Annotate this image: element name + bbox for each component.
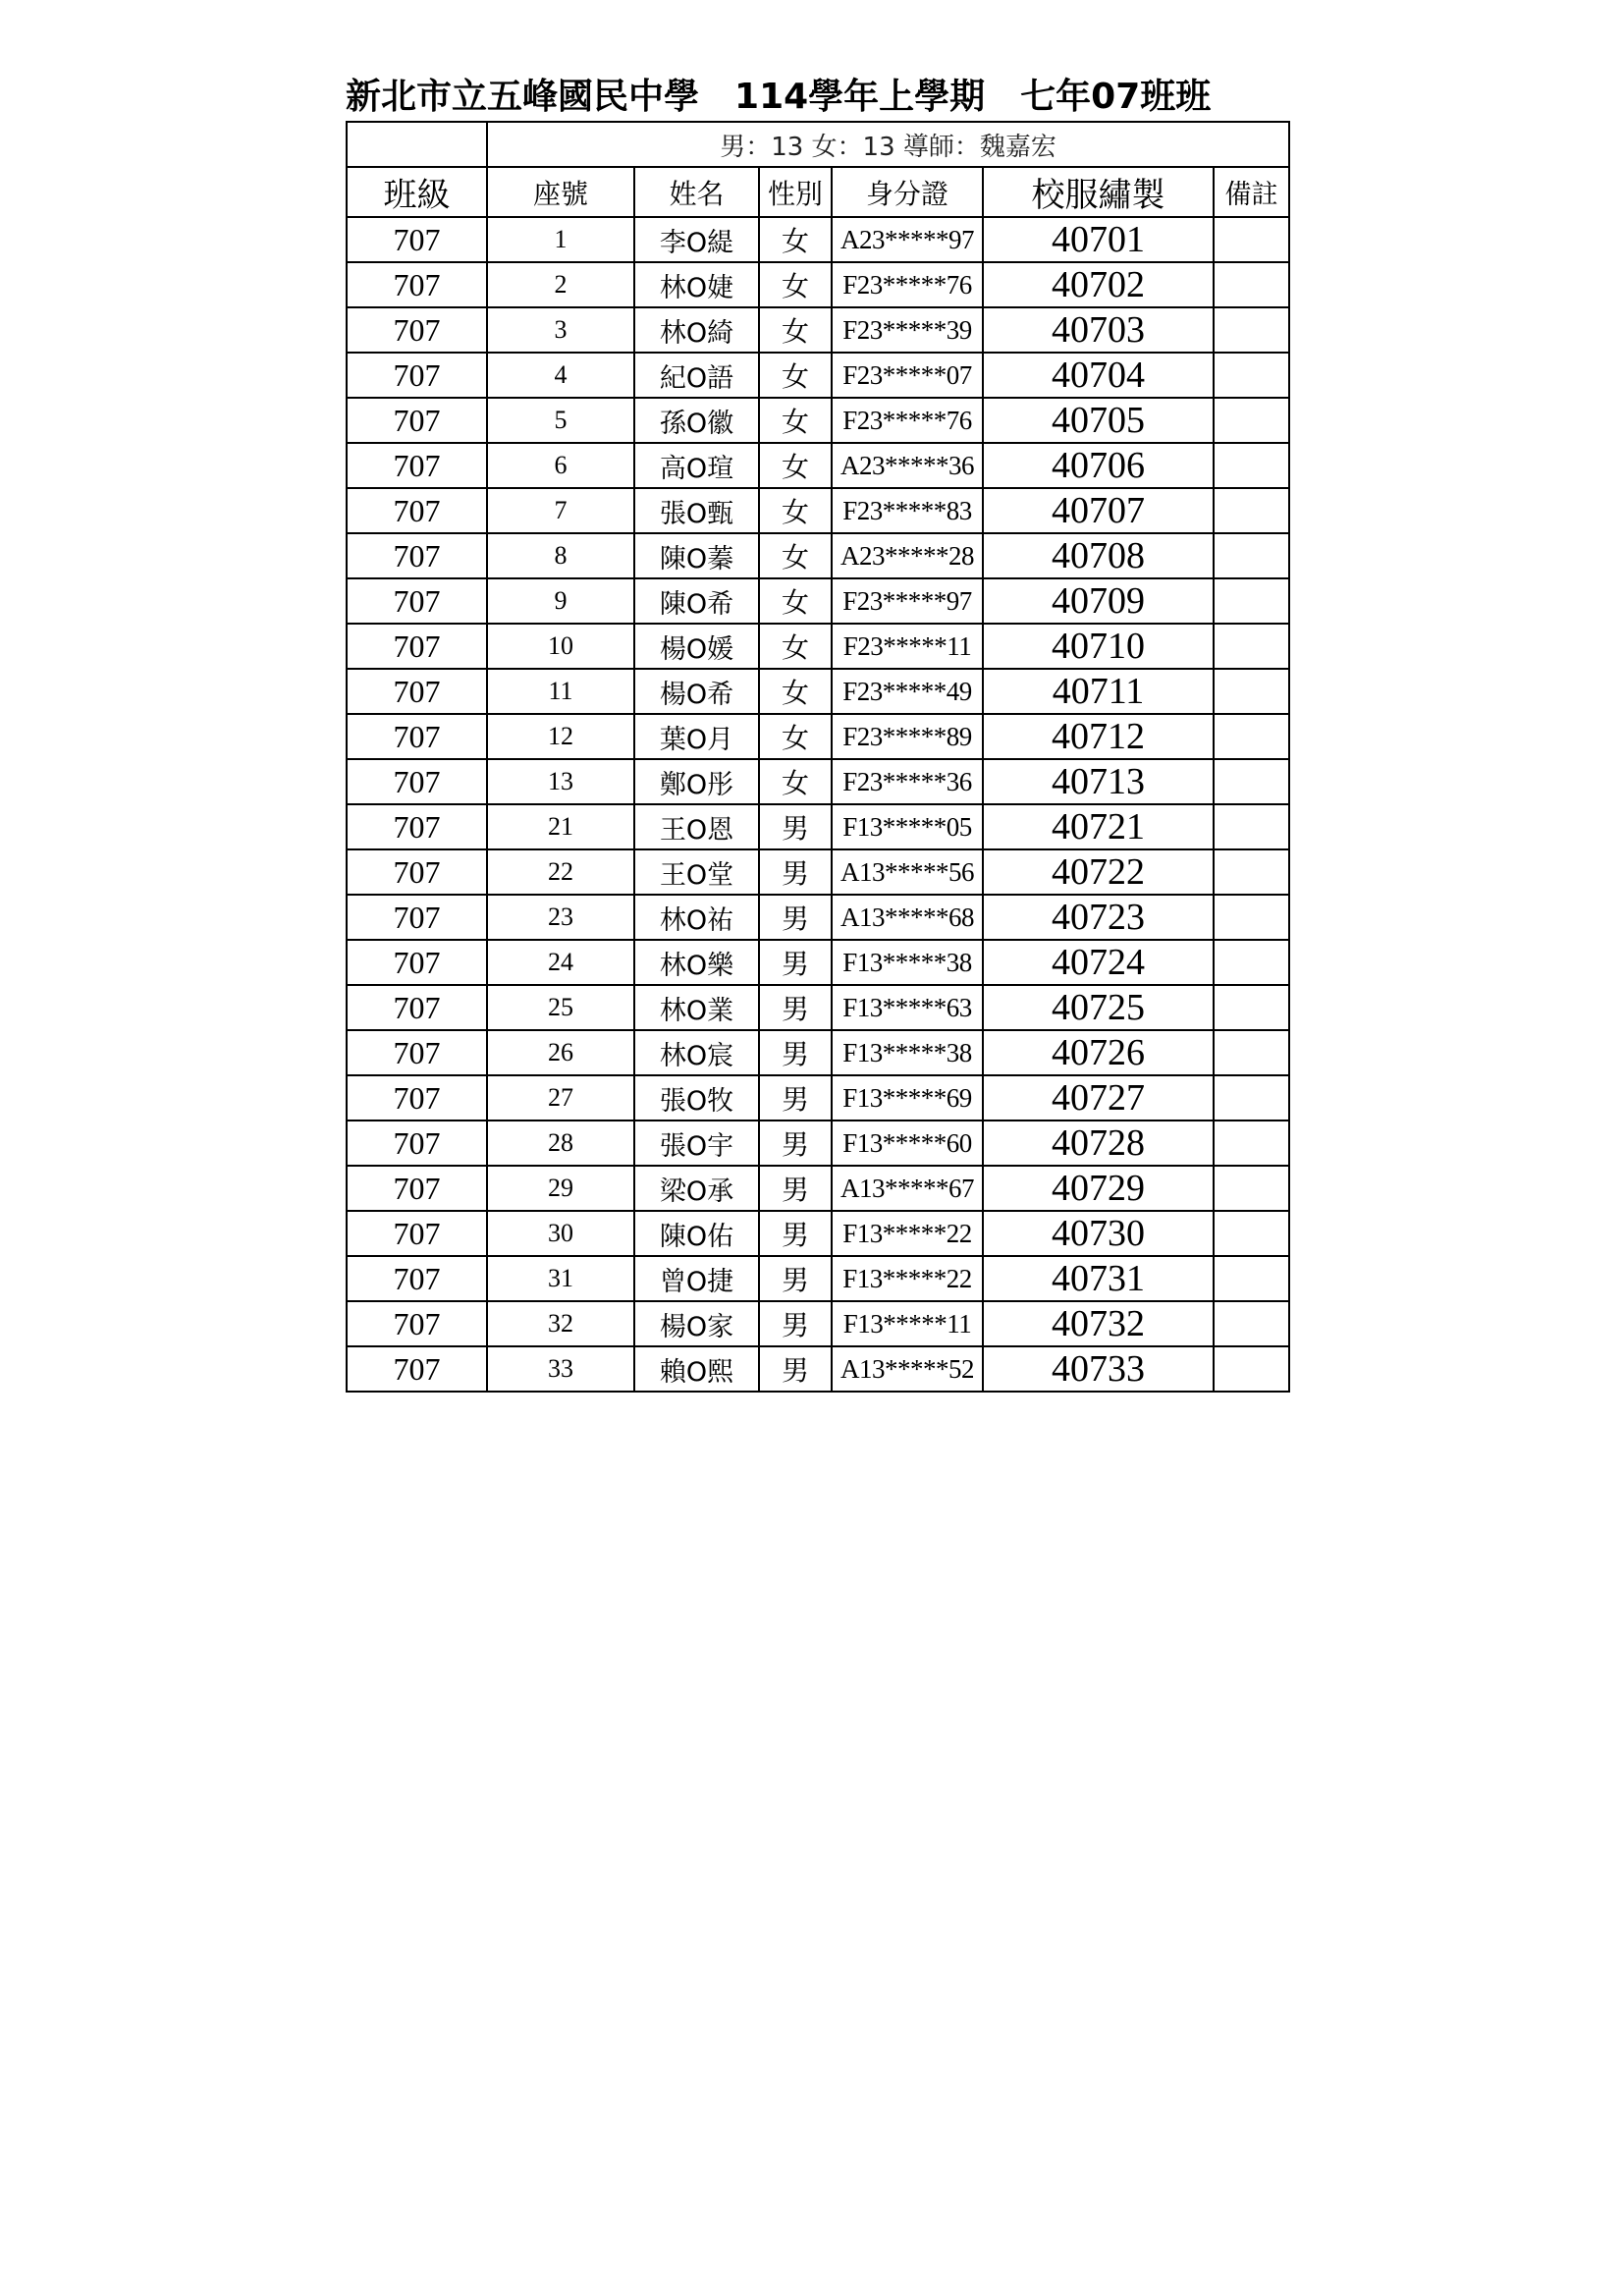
table-row <box>347 217 1289 262</box>
cell-note <box>1214 1075 1289 1121</box>
cell-class: 707 <box>347 759 487 804</box>
cell-note <box>1214 262 1289 307</box>
cell-gender: 男 <box>759 985 832 1030</box>
table-row <box>347 1075 1289 1121</box>
cell-note <box>1214 624 1289 669</box>
cell-name: 高O瑄 <box>634 443 759 488</box>
cell-embroidery: 40703 <box>983 307 1214 353</box>
table-row <box>347 398 1289 443</box>
cell-embroidery: 40730 <box>983 1211 1214 1256</box>
cell-embroidery: 40712 <box>983 714 1214 759</box>
cell-name: 林O婕 <box>634 262 759 307</box>
cell-gender: 女 <box>759 307 832 353</box>
table-row <box>347 533 1289 578</box>
table-row <box>347 488 1289 533</box>
cell-gender: 女 <box>759 669 832 714</box>
table-row <box>347 443 1289 488</box>
cell-note <box>1214 714 1289 759</box>
cell-seat: 1 <box>487 217 634 262</box>
table-row <box>347 1256 1289 1301</box>
cell-embroidery: 40701 <box>983 217 1214 262</box>
header-row <box>347 167 1289 217</box>
cell-name: 林O樂 <box>634 940 759 985</box>
cell-gender: 男 <box>759 1030 832 1075</box>
cell-name: 賴O熙 <box>634 1346 759 1392</box>
cell-embroidery: 40724 <box>983 940 1214 985</box>
cell-class: 707 <box>347 714 487 759</box>
cell-embroidery: 40729 <box>983 1166 1214 1211</box>
cell-seat: 31 <box>487 1256 634 1301</box>
cell-seat: 9 <box>487 578 634 624</box>
cell-gender: 男 <box>759 895 832 940</box>
cell-note <box>1214 895 1289 940</box>
cell-gender: 女 <box>759 759 832 804</box>
cell-id: F13*****63 <box>832 985 983 1030</box>
cell-id: F13*****05 <box>832 804 983 849</box>
cell-seat: 12 <box>487 714 634 759</box>
cell-class: 707 <box>347 940 487 985</box>
cell-embroidery: 40704 <box>983 353 1214 398</box>
cell-name: 楊O希 <box>634 669 759 714</box>
cell-embroidery: 40733 <box>983 1346 1214 1392</box>
cell-name: 梁O承 <box>634 1166 759 1211</box>
cell-id: F13*****38 <box>832 1030 983 1075</box>
cell-class: 707 <box>347 804 487 849</box>
cell-embroidery: 40725 <box>983 985 1214 1030</box>
cell-id: F13*****22 <box>832 1211 983 1256</box>
cell-id: F23*****76 <box>832 398 983 443</box>
cell-class: 707 <box>347 443 487 488</box>
cell-id: F23*****11 <box>832 624 983 669</box>
cell-class: 707 <box>347 849 487 895</box>
cell-id: A13*****56 <box>832 849 983 895</box>
cell-embroidery: 40706 <box>983 443 1214 488</box>
table-row <box>347 1211 1289 1256</box>
cell-name: 林O綺 <box>634 307 759 353</box>
cell-class: 707 <box>347 985 487 1030</box>
cell-name: 曾O捷 <box>634 1256 759 1301</box>
cell-seat: 26 <box>487 1030 634 1075</box>
cell-name: 王O恩 <box>634 804 759 849</box>
cell-id: F13*****69 <box>832 1075 983 1121</box>
cell-seat: 30 <box>487 1211 634 1256</box>
cell-name: 孫O徽 <box>634 398 759 443</box>
cell-embroidery: 40705 <box>983 398 1214 443</box>
cell-id: F13*****11 <box>832 1301 983 1346</box>
table-row <box>347 669 1289 714</box>
cell-id: F23*****07 <box>832 353 983 398</box>
summary-blank-cell <box>347 122 487 167</box>
cell-embroidery: 40731 <box>983 1256 1214 1301</box>
cell-seat: 21 <box>487 804 634 849</box>
cell-note <box>1214 307 1289 353</box>
table-row <box>347 353 1289 398</box>
cell-seat: 24 <box>487 940 634 985</box>
cell-seat: 8 <box>487 533 634 578</box>
school-name: 新北市立五峰國民中學 <box>346 77 700 117</box>
cell-gender: 男 <box>759 940 832 985</box>
cell-id: F13*****22 <box>832 1256 983 1301</box>
cell-gender: 男 <box>759 1256 832 1301</box>
header-name: 姓名 <box>634 167 759 217</box>
cell-embroidery: 40732 <box>983 1301 1214 1346</box>
cell-gender: 女 <box>759 533 832 578</box>
cell-class: 707 <box>347 1346 487 1392</box>
cell-note <box>1214 1256 1289 1301</box>
cell-class: 707 <box>347 262 487 307</box>
cell-note <box>1214 1030 1289 1075</box>
table-row <box>347 985 1289 1030</box>
cell-gender: 男 <box>759 804 832 849</box>
cell-id: A13*****52 <box>832 1346 983 1392</box>
cell-embroidery: 40702 <box>983 262 1214 307</box>
cell-name: 楊O家 <box>634 1301 759 1346</box>
cell-note <box>1214 353 1289 398</box>
cell-note <box>1214 804 1289 849</box>
cell-id: F23*****36 <box>832 759 983 804</box>
cell-class: 707 <box>347 1301 487 1346</box>
cell-gender: 男 <box>759 1346 832 1392</box>
cell-note <box>1214 669 1289 714</box>
cell-name: 紀O語 <box>634 353 759 398</box>
cell-id: F13*****38 <box>832 940 983 985</box>
cell-class: 707 <box>347 1211 487 1256</box>
table-row <box>347 1121 1289 1166</box>
table-row <box>347 262 1289 307</box>
cell-seat: 25 <box>487 985 634 1030</box>
roster-table <box>346 121 1290 1393</box>
table-row <box>347 1166 1289 1211</box>
cell-id: F23*****49 <box>832 669 983 714</box>
table-row <box>347 895 1289 940</box>
cell-class: 707 <box>347 307 487 353</box>
cell-seat: 28 <box>487 1121 634 1166</box>
cell-gender: 男 <box>759 849 832 895</box>
cell-class: 707 <box>347 624 487 669</box>
table-row <box>347 804 1289 849</box>
table-row <box>347 1346 1289 1392</box>
cell-seat: 27 <box>487 1075 634 1121</box>
cell-name: 鄭O彤 <box>634 759 759 804</box>
cell-embroidery: 40713 <box>983 759 1214 804</box>
cell-name: 張O牧 <box>634 1075 759 1121</box>
header-embroidery: 校服繡製 <box>983 167 1214 217</box>
summary-row <box>347 122 1289 167</box>
cell-note <box>1214 578 1289 624</box>
cell-seat: 5 <box>487 398 634 443</box>
cell-note <box>1214 759 1289 804</box>
cell-note <box>1214 985 1289 1030</box>
cell-gender: 女 <box>759 488 832 533</box>
class-summary: 男：13 女：13 導師：魏嘉宏 <box>487 122 1289 167</box>
header-note: 備註 <box>1214 167 1289 217</box>
cell-id: A23*****28 <box>832 533 983 578</box>
cell-note <box>1214 1211 1289 1256</box>
cell-seat: 7 <box>487 488 634 533</box>
cell-class: 707 <box>347 217 487 262</box>
cell-id: F23*****39 <box>832 307 983 353</box>
cell-name: 張O甄 <box>634 488 759 533</box>
cell-note <box>1214 217 1289 262</box>
cell-seat: 22 <box>487 849 634 895</box>
cell-class: 707 <box>347 1256 487 1301</box>
cell-embroidery: 40708 <box>983 533 1214 578</box>
cell-note <box>1214 533 1289 578</box>
cell-note <box>1214 1121 1289 1166</box>
cell-class: 707 <box>347 1121 487 1166</box>
cell-seat: 32 <box>487 1301 634 1346</box>
table-row <box>347 1030 1289 1075</box>
cell-embroidery: 40727 <box>983 1075 1214 1121</box>
header-id: 身分證 <box>832 167 983 217</box>
cell-embroidery: 40711 <box>983 669 1214 714</box>
cell-embroidery: 40722 <box>983 849 1214 895</box>
cell-note <box>1214 1301 1289 1346</box>
cell-gender: 男 <box>759 1075 832 1121</box>
cell-id: F23*****76 <box>832 262 983 307</box>
cell-gender: 男 <box>759 1211 832 1256</box>
cell-id: F13*****60 <box>832 1121 983 1166</box>
cell-class: 707 <box>347 353 487 398</box>
cell-seat: 11 <box>487 669 634 714</box>
cell-id: F23*****83 <box>832 488 983 533</box>
cell-id: A13*****68 <box>832 895 983 940</box>
cell-note <box>1214 1346 1289 1392</box>
cell-gender: 女 <box>759 443 832 488</box>
cell-name: 陳O佑 <box>634 1211 759 1256</box>
cell-embroidery: 40723 <box>983 895 1214 940</box>
cell-name: 林O業 <box>634 985 759 1030</box>
cell-name: 林O宸 <box>634 1030 759 1075</box>
cell-class: 707 <box>347 398 487 443</box>
cell-note <box>1214 940 1289 985</box>
cell-seat: 29 <box>487 1166 634 1211</box>
cell-gender: 女 <box>759 624 832 669</box>
cell-gender: 女 <box>759 262 832 307</box>
table-row <box>347 578 1289 624</box>
cell-name: 王O堂 <box>634 849 759 895</box>
table-row <box>347 1301 1289 1346</box>
header-seat: 座號 <box>487 167 634 217</box>
cell-seat: 23 <box>487 895 634 940</box>
cell-id: A13*****67 <box>832 1166 983 1211</box>
cell-embroidery: 40707 <box>983 488 1214 533</box>
cell-gender: 男 <box>759 1166 832 1211</box>
header-gender: 性別 <box>759 167 832 217</box>
cell-seat: 13 <box>487 759 634 804</box>
table-row <box>347 714 1289 759</box>
cell-gender: 女 <box>759 353 832 398</box>
cell-name: 林O祐 <box>634 895 759 940</box>
cell-embroidery: 40721 <box>983 804 1214 849</box>
cell-name: 楊O媛 <box>634 624 759 669</box>
cell-seat: 33 <box>487 1346 634 1392</box>
cell-name: 張O宇 <box>634 1121 759 1166</box>
cell-embroidery: 40726 <box>983 1030 1214 1075</box>
cell-class: 707 <box>347 488 487 533</box>
cell-class: 707 <box>347 895 487 940</box>
cell-gender: 女 <box>759 217 832 262</box>
cell-note <box>1214 488 1289 533</box>
cell-note <box>1214 443 1289 488</box>
cell-id: F23*****89 <box>832 714 983 759</box>
cell-embroidery: 40710 <box>983 624 1214 669</box>
header-class: 班級 <box>347 167 487 217</box>
cell-embroidery: 40728 <box>983 1121 1214 1166</box>
cell-seat: 10 <box>487 624 634 669</box>
cell-class: 707 <box>347 669 487 714</box>
cell-id: F23*****97 <box>832 578 983 624</box>
cell-id: A23*****97 <box>832 217 983 262</box>
table-row <box>347 307 1289 353</box>
table-row <box>347 849 1289 895</box>
cell-gender: 男 <box>759 1301 832 1346</box>
cell-name: 李O緹 <box>634 217 759 262</box>
cell-note <box>1214 398 1289 443</box>
cell-gender: 女 <box>759 578 832 624</box>
class-label: 七年07班班 <box>1020 77 1212 117</box>
term-label: 114學年上學期 <box>734 77 986 117</box>
cell-id: A23*****36 <box>832 443 983 488</box>
cell-gender: 女 <box>759 398 832 443</box>
cell-name: 陳O蓁 <box>634 533 759 578</box>
table-row <box>347 624 1289 669</box>
cell-name: 陳O希 <box>634 578 759 624</box>
cell-seat: 3 <box>487 307 634 353</box>
cell-note <box>1214 1166 1289 1211</box>
cell-gender: 女 <box>759 714 832 759</box>
page-title <box>346 73 1288 122</box>
cell-class: 707 <box>347 578 487 624</box>
table-row <box>347 759 1289 804</box>
cell-note <box>1214 849 1289 895</box>
cell-class: 707 <box>347 533 487 578</box>
cell-seat: 6 <box>487 443 634 488</box>
cell-seat: 2 <box>487 262 634 307</box>
table-row <box>347 940 1289 985</box>
cell-name: 葉O月 <box>634 714 759 759</box>
cell-class: 707 <box>347 1075 487 1121</box>
cell-class: 707 <box>347 1030 487 1075</box>
cell-embroidery: 40709 <box>983 578 1214 624</box>
cell-class: 707 <box>347 1166 487 1211</box>
cell-gender: 男 <box>759 1121 832 1166</box>
cell-seat: 4 <box>487 353 634 398</box>
